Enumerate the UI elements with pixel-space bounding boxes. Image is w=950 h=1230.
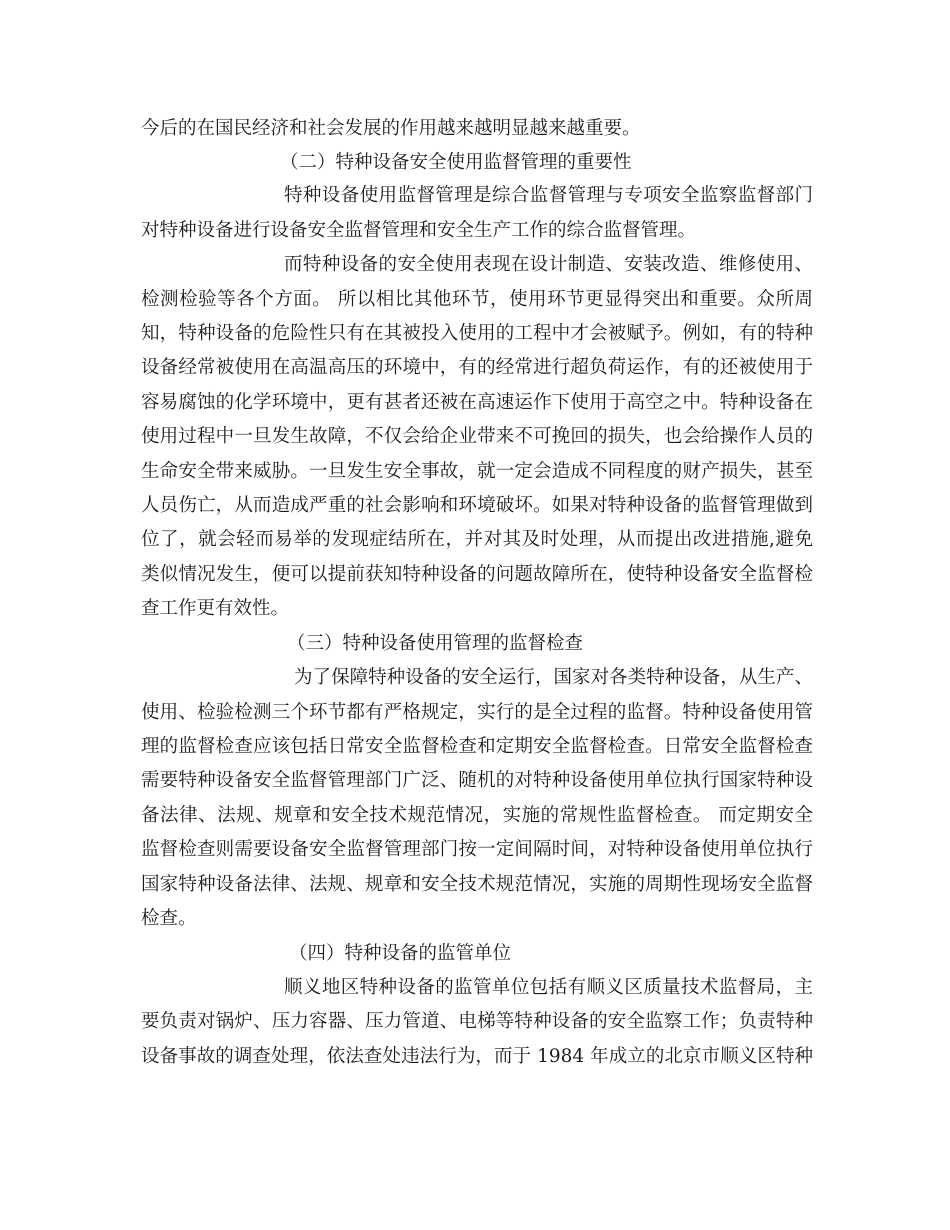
text-line-24: 检查。 xyxy=(141,908,197,929)
text-line-11: 生命安全带来威胁。一旦发生安全事故，就一定会造成不同程度的财产损失，甚至 xyxy=(141,461,813,482)
text-line-7: 知，特种设备的危险性只有在其被投入使用的工程中才会被赋予。例如，有的特种 xyxy=(141,323,813,344)
text-line-14: 类似情况发生，便可以提前获知特种设备的问题故障所在，使特种设备安全监督检 xyxy=(141,564,813,585)
text-line-22: 监督检查则需要设备安全监督管理部门按一定间隔时间，对特种设备使用单位执行 xyxy=(141,839,813,860)
section-heading-4: （四）特种设备的监管单位 xyxy=(289,943,512,964)
paragraph-start-1: 特种设备使用监督管理是综合监督管理与专项安全监察监督部门 xyxy=(284,185,813,206)
text-line-9: 容易腐蚀的化学环境中，更有甚者还被在高速运作下使用于高空之中。特种设备在 xyxy=(141,392,813,413)
text-line-27: 要负责对锅炉、压力容器、压力管道、电梯等特种设备的安全监察工作；负责特种 xyxy=(141,1011,813,1032)
text-line-6: 检测检验等各个方面。 所以相比其他环节，使用环节更显得突出和重要。众所周 xyxy=(141,289,813,310)
text-line-1: 今后的在国民经济和社会发展的作用越来越明显越来越重要。 xyxy=(141,118,641,139)
paragraph-start-4: 顺义地区特种设备的监管单位包括有顺义区质量技术监督局，主 xyxy=(284,977,813,998)
text-line-13: 位了，就会轻而易举的发现症结所在，并对其及时处理，从而提出改进措施,避免 xyxy=(141,529,813,550)
text-line-19: 理的监督检查应该包括日常安全监督检查和定期安全监督检查。日常安全监督检查 xyxy=(141,736,813,757)
text-line-28: 设备事故的调查处理，依法查处违法行为，而于 1984 年成立的北京市顺义区特种 xyxy=(141,1046,813,1067)
section-heading-3: （三）特种设备使用管理的监督检查 xyxy=(287,633,584,654)
text-line-8: 设备经常被使用在高温高压的环境中，有的经常进行超负荷运作，有的还被使用于 xyxy=(141,357,813,378)
text-line-4: 对特种设备进行设备安全监督管理和安全生产工作的综合监督管理。 xyxy=(141,220,697,241)
paragraph-start-2: 而特种设备的安全使用表现在设计制造、安装改造、维修使用、 xyxy=(284,254,813,275)
text-line-15: 查工作更有效性。 xyxy=(141,598,290,619)
section-heading-2: （二）特种设备安全使用监督管理的重要性 xyxy=(280,152,632,173)
paragraph-start-3: 为了保障特种设备的安全运行，国家对各类特种设备，从生产、 xyxy=(294,667,813,688)
text-line-18: 使用、检验检测三个环节都有严格规定，实行的是全过程的监督。特种设备使用管 xyxy=(141,702,813,723)
text-line-20: 需要特种设备安全监督管理部门广泛、随机的对特种设备使用单位执行国家特种设 xyxy=(141,770,813,791)
text-line-23: 国家特种设备法律、法规、规章和安全技术规范情况，实施的周期性现场安全监督 xyxy=(141,874,813,895)
text-line-21: 备法律、法规、规章和安全技术规范情况，实施的常规性监督检查。 而定期安全 xyxy=(141,805,813,826)
text-line-10: 使用过程中一旦发生故障，不仅会给企业带来不可挽回的损失，也会给操作人员的 xyxy=(141,426,813,447)
text-line-12: 人员伤亡，从而造成严重的社会影响和环境破坏。如果对特种设备的监督管理做到 xyxy=(141,495,813,516)
